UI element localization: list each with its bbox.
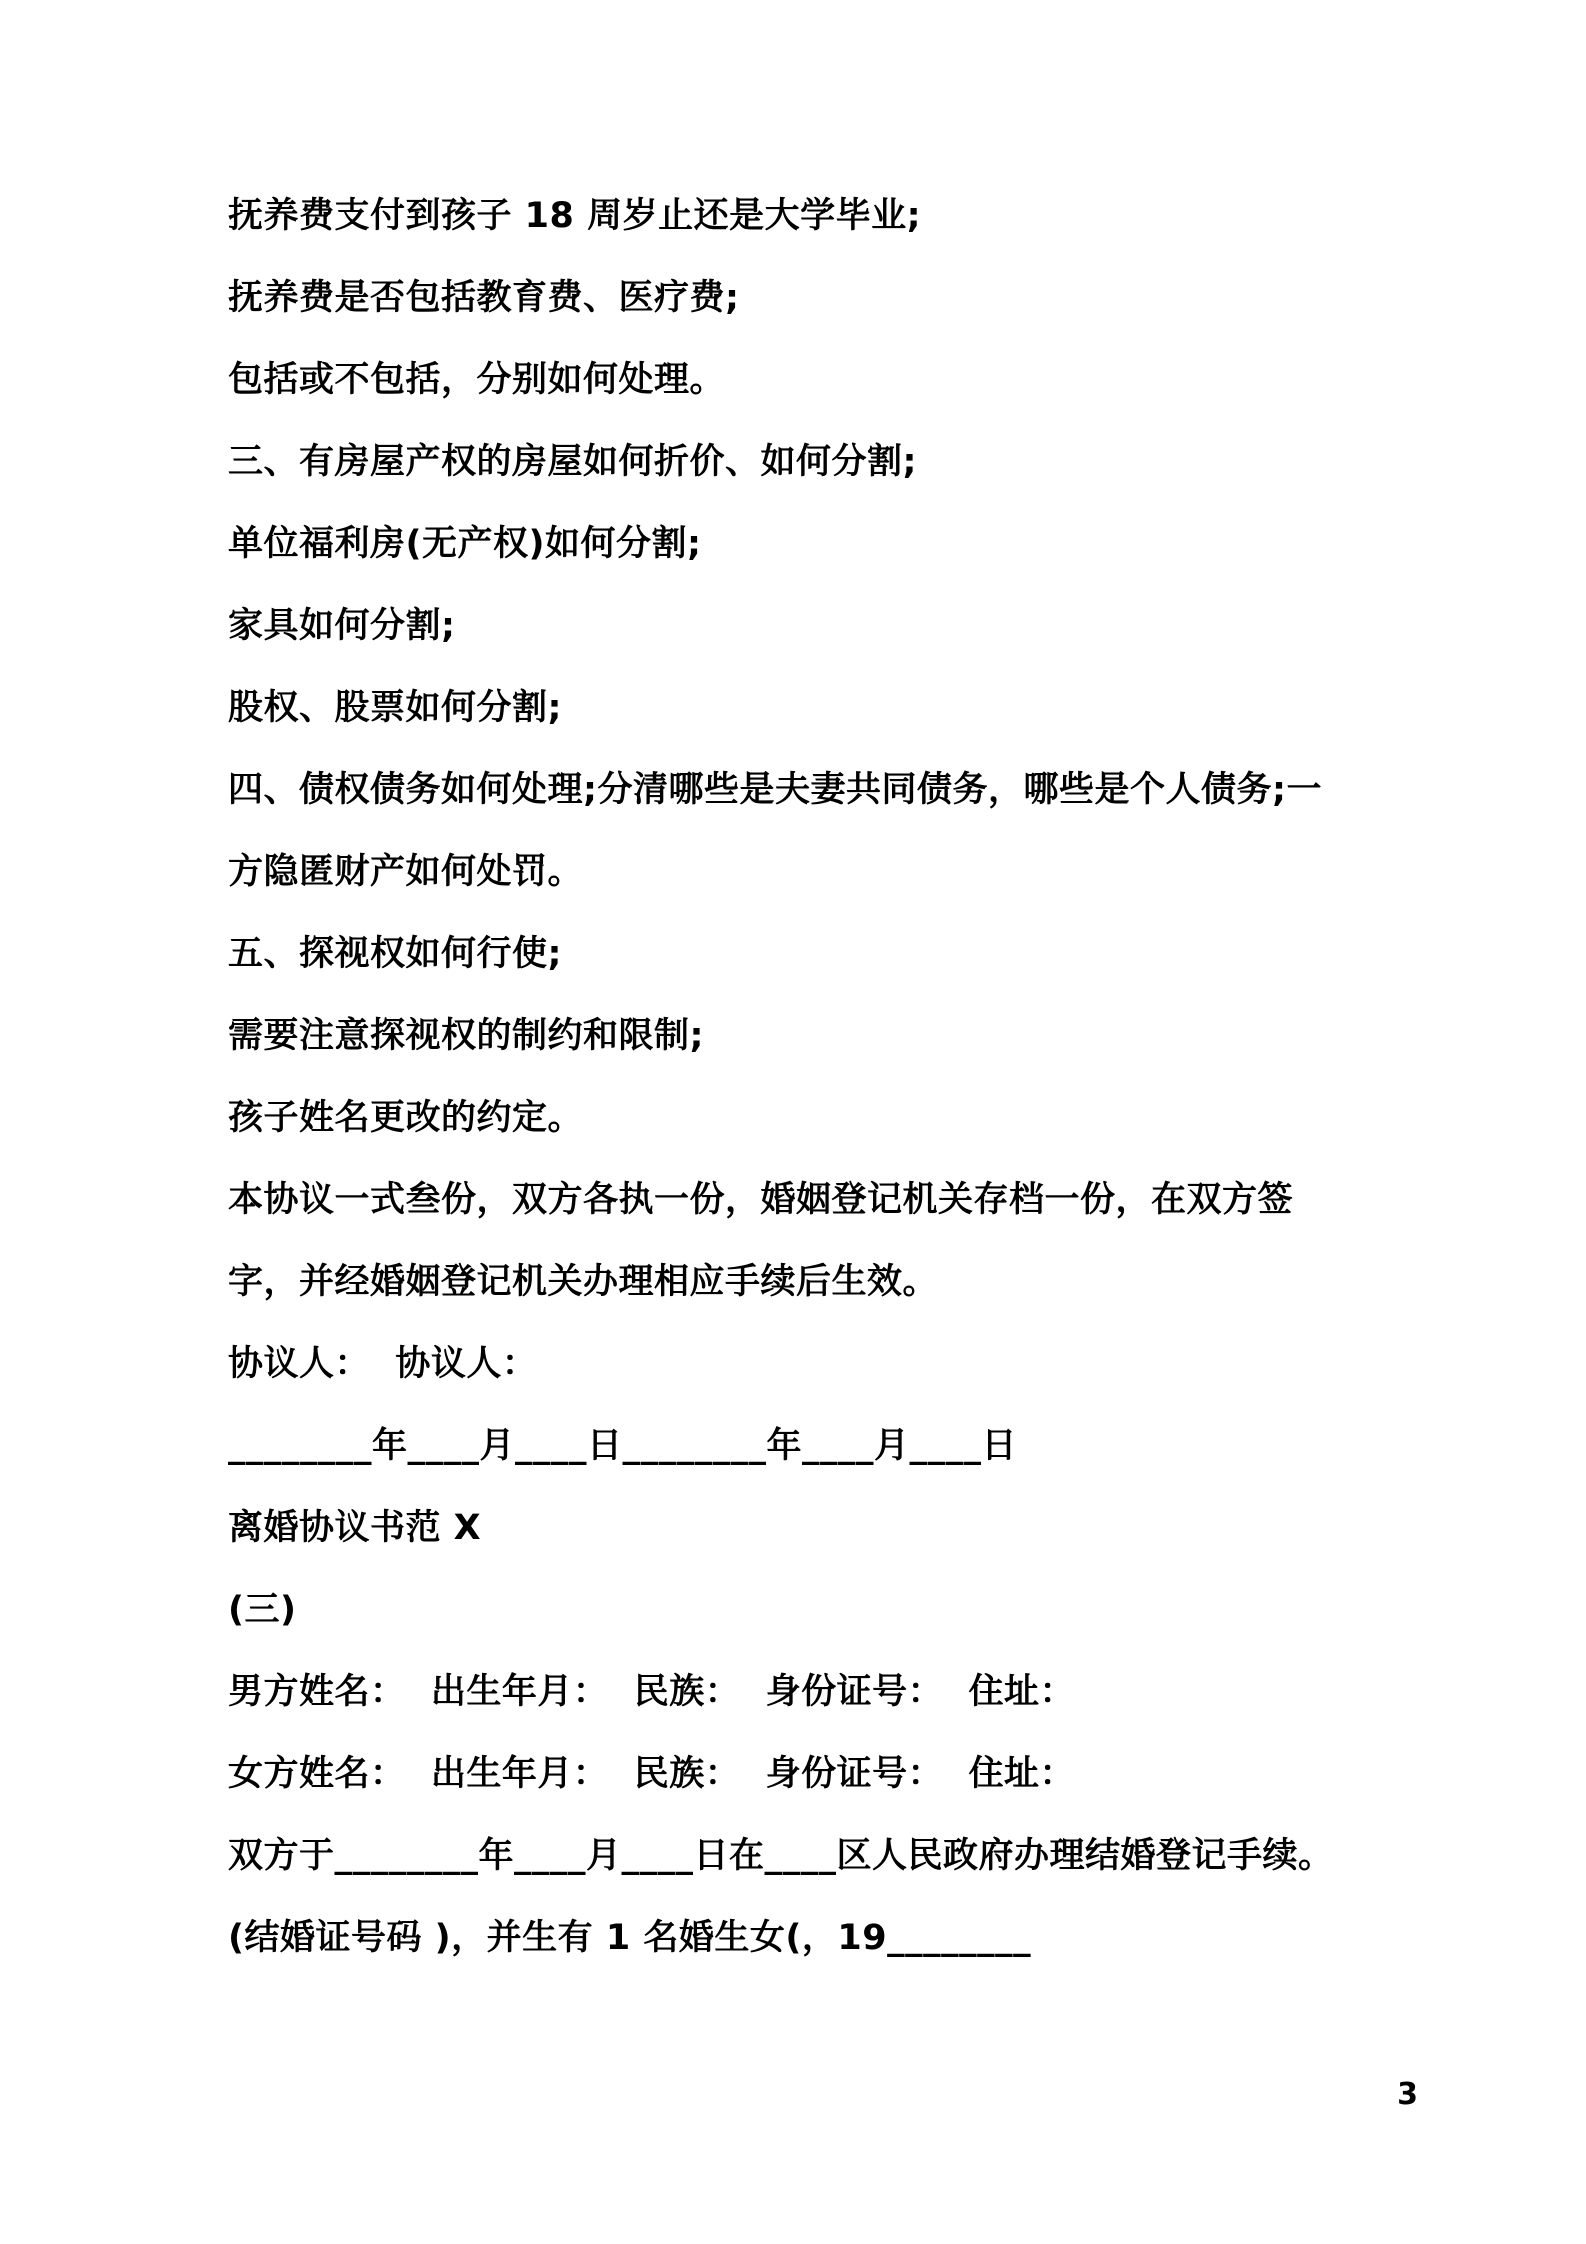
paragraph: 抚养费支付到孩子 18 周岁止还是大学毕业;	[228, 196, 922, 236]
paragraph-section-three: 三、有房屋产权的房屋如何折价、如何分割;	[228, 442, 917, 482]
paragraph: 家具如何分割;	[228, 606, 456, 646]
paragraph-template-title: 离婚协议书范 X	[228, 1508, 482, 1548]
paragraph-date-blanks: ________年____月____日________年____月____日	[228, 1426, 1018, 1466]
paragraph: 需要注意探视权的制约和限制;	[228, 1016, 704, 1056]
paragraph: 包括或不包括，分别如何处理。	[228, 360, 726, 400]
paragraph-signatories: 协议人： 协议人：	[228, 1344, 538, 1384]
paragraph-section-five: 五、探视权如何行使;	[228, 934, 562, 974]
paragraph: 孩子姓名更改的约定。	[228, 1098, 584, 1138]
paragraph-template-number: (三)	[228, 1590, 297, 1630]
paragraph-marriage-registration: 双方于________年____月____日在____区人民政府办理结婚登记手续。(结婚证号码 )，并生有 1 名婚生女(，19________	[228, 1836, 1334, 1958]
paragraph-section-four: 四、债权债务如何处理;分清哪些是夫妻共同债务，哪些是个人债务;一方隐匿财产如何处罚。	[228, 770, 1322, 892]
paragraph-wife-info: 女方姓名： 出生年月： 民族： 身份证号： 住址：	[228, 1754, 1075, 1794]
paragraph: 股权、股票如何分割;	[228, 688, 562, 728]
document-body	[228, 175, 1353, 1979]
paragraph-husband-info: 男方姓名： 出生年月： 民族： 身份证号： 住址：	[228, 1672, 1075, 1712]
paragraph: 单位福利房(无产权)如何分割;	[228, 524, 702, 564]
page-number: 3	[1397, 2077, 1418, 2112]
paragraph-copies-clause: 本协议一式叁份，双方各执一份，婚姻登记机关存档一份，在双方签字，并经婚姻登记机关办理相应手续后生效。	[228, 1180, 1294, 1302]
paragraph: 抚养费是否包括教育费、医疗费;	[228, 278, 740, 318]
